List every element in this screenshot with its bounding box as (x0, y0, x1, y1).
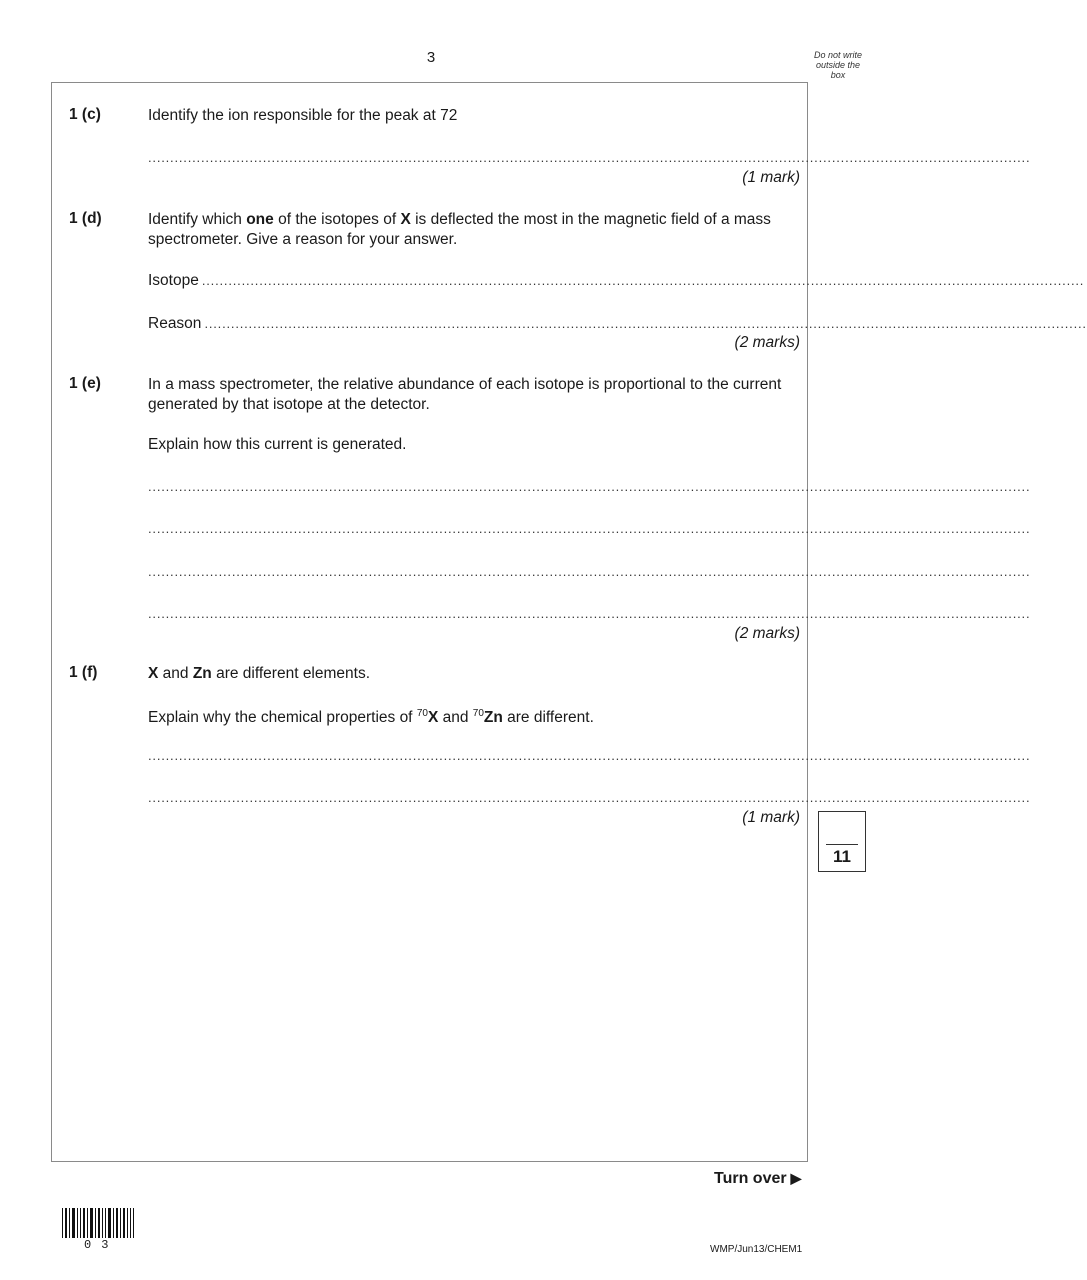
text-span: and (438, 709, 473, 726)
marks-1f: (1 mark) (742, 809, 800, 826)
barcode (62, 1208, 134, 1238)
text-span: Identify which (148, 211, 247, 228)
question-number-1e: 1 (e) (69, 375, 101, 392)
barcode-number: 03 (84, 1238, 119, 1252)
marks-1e: (2 marks) (734, 625, 800, 642)
question-number-1d: 1 (d) (69, 210, 102, 227)
mass-number: 70 (416, 708, 428, 719)
answer-line[interactable]: ........................................................................................................................................................................................................ (148, 606, 1031, 621)
answer-line[interactable]: ........................................................................................................................................................................................................ (148, 521, 1031, 536)
margin-note (806, 50, 870, 80)
score-box-total: 11 (833, 847, 851, 866)
question-1e-text: In a mass spectrometer, the relative abundance of each isotope is proportional to the current generated by that isotope at the detector. (148, 376, 782, 413)
reason-label: Reason (148, 315, 202, 332)
element-symbol: X (427, 709, 439, 726)
marks-1d: (2 marks) (734, 334, 800, 351)
question-number-1c: 1 (c) (69, 106, 101, 123)
page-number: 3 (426, 49, 436, 66)
score-box-line (826, 844, 858, 845)
question-number-1f: 1 (f) (69, 664, 98, 681)
answer-line[interactable]: ........................................................................................................................................................................................................ (148, 748, 1031, 763)
footer-code: WMP/Jun13/CHEM1 (710, 1244, 803, 1255)
question-1c-text: Identify the ion responsible for the peak at 72 (148, 107, 458, 124)
text-span: Explain why the chemical properties of (148, 709, 417, 726)
reason-answer-line[interactable]: Reason ........................................................................................................................................................................................................ (148, 315, 1087, 332)
element-symbol: Zn (483, 709, 503, 726)
bold-symbol: Zn (192, 665, 212, 682)
question-1f-text (148, 704, 800, 728)
mass-number: 70 (472, 708, 484, 719)
margin-note-line: outside the (815, 60, 861, 70)
text-span: and (158, 665, 193, 682)
bold-symbol: X (400, 211, 411, 228)
isotope-label: Isotope (148, 272, 199, 289)
answer-line[interactable]: ........................................................................................................................................................................................................ (148, 150, 1031, 165)
bold-word: one (246, 211, 274, 228)
turn-over (714, 1170, 801, 1188)
answer-line[interactable]: ........................................................................................................................................................................................................ (148, 479, 1031, 494)
isotope-answer-line[interactable]: Isotope ........................................................................................................................................................................................................ (148, 272, 1085, 289)
text-span: is deflected the most in the magnetic field of a mass spectrometer. Give a reason for your answer. (148, 211, 771, 248)
answer-line[interactable]: ........................................................................................................................................................................................................ (148, 564, 1031, 579)
text-span: are different elements. (211, 665, 371, 682)
turn-over-label: Turn over (714, 1170, 787, 1187)
text-span: of the isotopes of (273, 211, 401, 228)
question-1f-statement (148, 664, 800, 684)
answer-line[interactable]: ........................................................................................................................................................................................................ (148, 790, 1031, 805)
question-1e-instruction: Explain how this current is generated. (148, 436, 407, 453)
play-arrow-icon: ▶ (790, 1170, 802, 1186)
text-span: are different. (502, 709, 594, 726)
margin-note-line: Do not write (813, 50, 863, 60)
bold-symbol: X (148, 665, 159, 682)
question-1d-text (148, 210, 800, 250)
marks-1c: (1 mark) (742, 169, 800, 186)
margin-note-line: box (830, 70, 846, 80)
